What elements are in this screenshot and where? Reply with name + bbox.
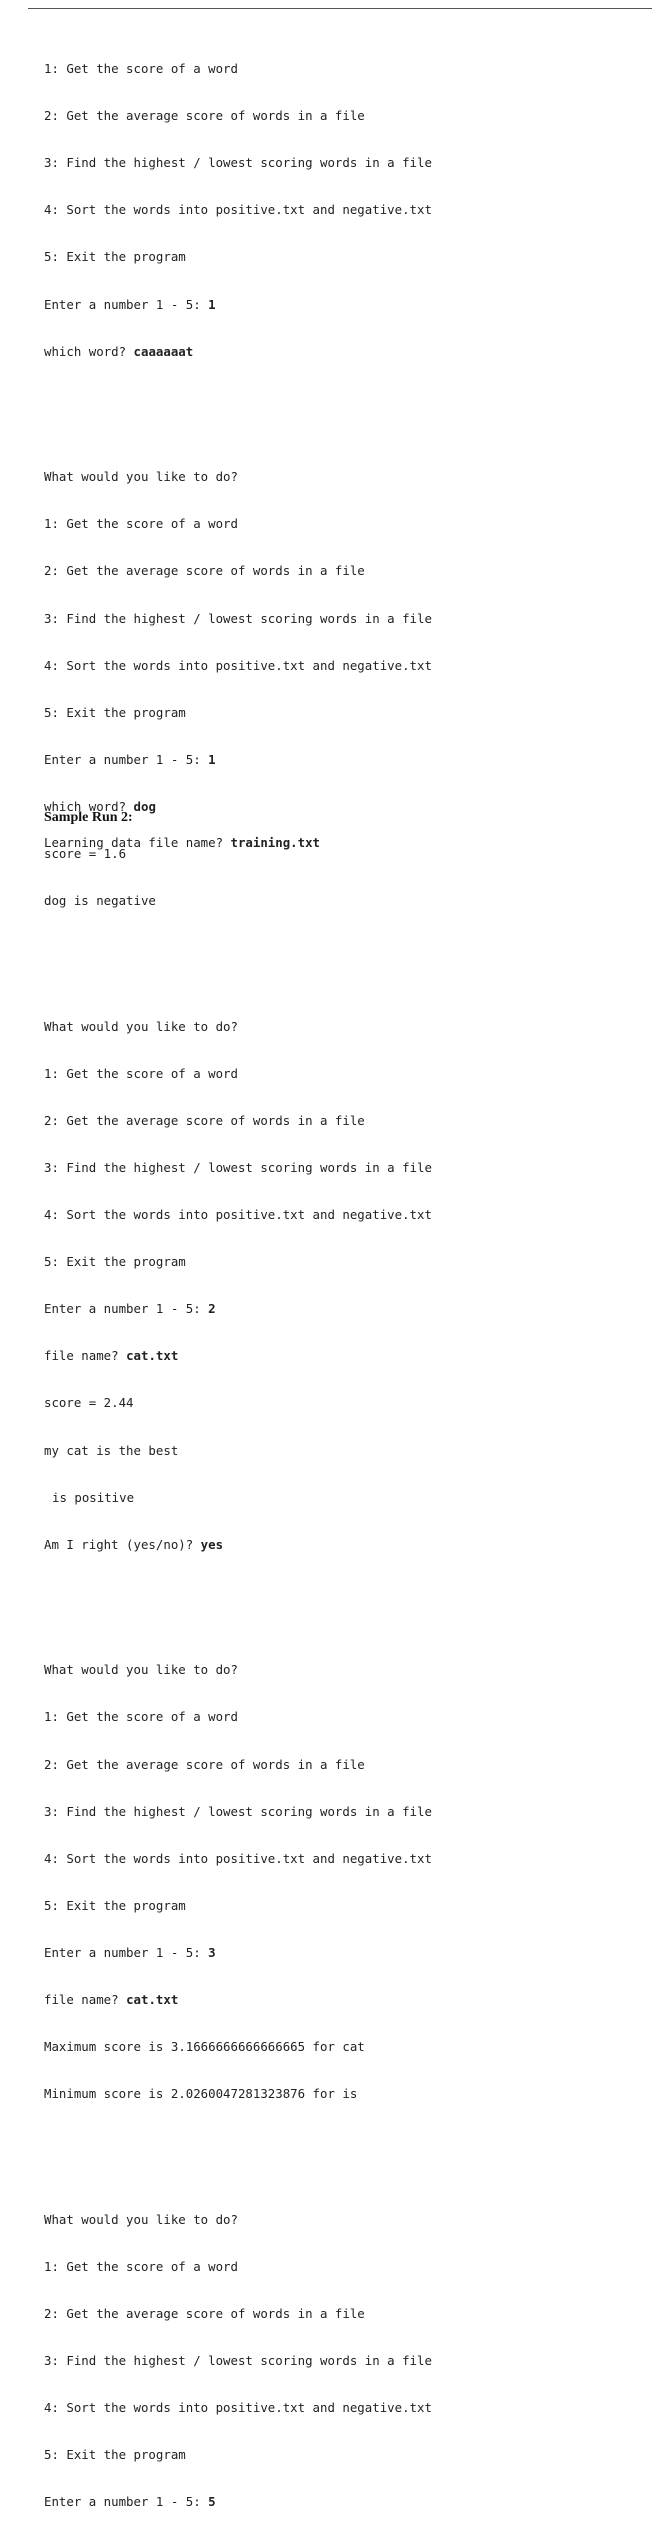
console-output — [44, 14, 644, 2526]
enter-number-prompt: Enter a number 1 - 5: — [44, 1301, 209, 1317]
menu-option-5: 5: Exit the program — [44, 704, 186, 720]
result-output: dog is negative — [44, 893, 156, 909]
user-word: dog — [133, 798, 156, 814]
menu-option-3: 3: Find the highest / lowest scoring words in a file — [44, 610, 432, 626]
file-prompt: file name? — [44, 1348, 127, 1364]
menu-option-2: 2: Get the average score of words in a file — [44, 563, 365, 579]
user-choice: 2 — [208, 1301, 216, 1317]
menu-option-1: 1: Get the score of a word — [44, 2258, 238, 2274]
menu-option-1: 1: Get the score of a word — [44, 61, 238, 77]
result-output: is positive — [52, 1489, 135, 1505]
enter-number-line — [44, 297, 644, 313]
user-word: caaaaaat — [133, 343, 194, 359]
enter-number-line — [44, 2494, 644, 2510]
menu-option-3: 3: Find the highest / lowest scoring words in a file — [44, 1159, 432, 1175]
confirm-line — [44, 1537, 644, 1553]
menu-option-3: 3: Find the highest / lowest scoring words in a file — [44, 2353, 432, 2369]
enter-number-prompt: Enter a number 1 - 5: — [44, 751, 209, 767]
user-confirm: yes — [200, 1536, 224, 1552]
menu-option-1: 1: Get the score of a word — [44, 516, 238, 532]
menu-option-1: 1: Get the score of a word — [44, 1065, 238, 1081]
score-output: score = 2.44 — [44, 1395, 134, 1411]
blank-line — [44, 2133, 644, 2149]
menu-option-4: 4: Sort the words into positive.txt and negative.txt — [44, 1207, 432, 1223]
user-choice: 1 — [208, 296, 216, 312]
menu-option-2: 2: Get the average score of words in a file — [44, 1756, 365, 1772]
file-line — [44, 1348, 644, 1364]
enter-number-line — [44, 752, 644, 768]
menu-option-4: 4: Sort the words into positive.txt and negative.txt — [44, 2400, 432, 2416]
blank-line — [44, 940, 644, 956]
menu-option-3: 3: Find the highest / lowest scoring words in a file — [44, 1803, 432, 1819]
learning-file-prompt: Learning data file name? — [44, 835, 231, 850]
user-choice: 5 — [208, 2494, 216, 2510]
learning-file-line — [44, 835, 320, 850]
file-line — [44, 1992, 644, 2008]
menu-question: What would you like to do? — [44, 1018, 238, 1034]
sample-run-2-heading: Sample Run 2: — [44, 810, 133, 825]
confirm-prompt: Am I right (yes/no)? — [44, 1536, 201, 1552]
menu-option-2: 2: Get the average score of words in a file — [44, 1112, 365, 1128]
menu-option-4: 4: Sort the words into positive.txt and negative.txt — [44, 1850, 432, 1866]
user-choice: 1 — [208, 751, 216, 767]
user-file: cat.txt — [126, 1348, 179, 1364]
menu-option-5: 5: Exit the program — [44, 2447, 186, 2463]
menu-option-5: 5: Exit the program — [44, 249, 186, 265]
learning-file-name: training.txt — [230, 835, 321, 850]
menu-option-4: 4: Sort the words into positive.txt and negative.txt — [44, 202, 432, 218]
score-output: score = 1.6 — [44, 846, 127, 862]
menu-option-5: 5: Exit the program — [44, 1897, 186, 1913]
blank-line — [44, 391, 644, 407]
menu-option-3: 3: Find the highest / lowest scoring words in a file — [44, 155, 432, 171]
min-score-output: Minimum score is 2.0260047281323876 for is — [44, 2086, 358, 2102]
menu-question: What would you like to do? — [44, 1662, 238, 1678]
blank-line — [44, 1584, 644, 1600]
menu-option-2: 2: Get the average score of words in a file — [44, 2305, 365, 2321]
enter-number-prompt: Enter a number 1 - 5: — [44, 296, 209, 312]
word-prompt: which word? — [44, 343, 134, 359]
menu-question: What would you like to do? — [44, 469, 238, 485]
file-prompt: file name? — [44, 1991, 127, 2007]
max-score-output: Maximum score is 3.1666666666666665 for cat — [44, 2039, 365, 2055]
word-line — [44, 799, 644, 815]
user-choice: 3 — [208, 1944, 216, 1960]
enter-number-prompt: Enter a number 1 - 5: — [44, 1944, 209, 1960]
top-divider — [28, 8, 652, 9]
menu-question: What would you like to do? — [44, 2211, 238, 2227]
user-file: cat.txt — [126, 1991, 179, 2007]
menu-option-1: 1: Get the score of a word — [44, 1709, 238, 1725]
word-prompt: which word? — [44, 798, 134, 814]
enter-number-line — [44, 1945, 644, 1961]
word-line — [44, 344, 644, 360]
menu-option-5: 5: Exit the program — [44, 1254, 186, 1270]
enter-number-prompt: Enter a number 1 - 5: — [44, 2494, 209, 2510]
menu-option-2: 2: Get the average score of words in a file — [44, 108, 365, 124]
enter-number-line — [44, 1301, 644, 1317]
sentence-output: my cat is the best — [44, 1442, 179, 1458]
menu-option-4: 4: Sort the words into positive.txt and negative.txt — [44, 657, 432, 673]
